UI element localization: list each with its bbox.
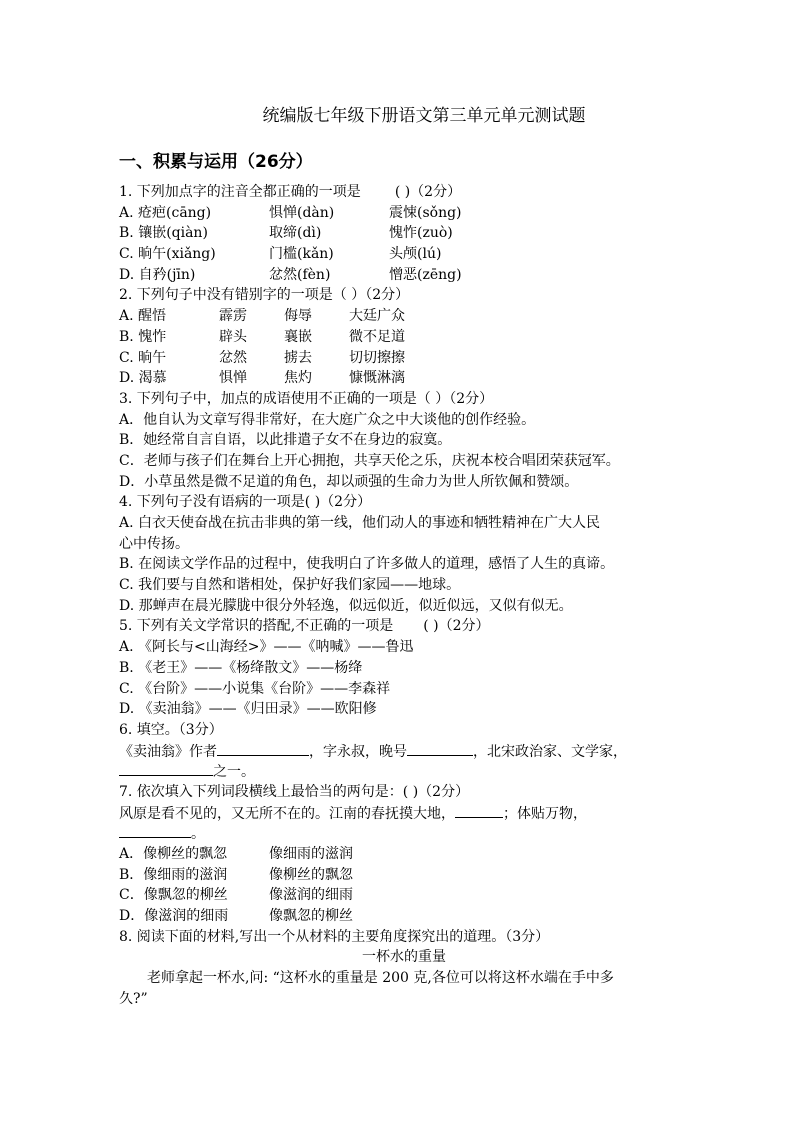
option-text: 头颅(lú) [389, 246, 442, 263]
option-text: 辟头 [219, 328, 247, 345]
question-6-stem: 6. 填空。（3分） [119, 721, 223, 738]
question-3-option: B．她经常自言自语，以此排遣子女不在身边的寂寞。 [119, 432, 452, 449]
option-text: D. 自矜(jīn) [119, 266, 196, 283]
question-1-option [119, 223, 689, 244]
option-text: 微不足道 [349, 328, 405, 345]
section-heading: 一、积累与运用（26分） [119, 152, 313, 172]
question-5-option: B. 《老王》——《杨绛散文》——杨绛 [119, 659, 363, 676]
option-text: D. 渴慕 [119, 370, 167, 387]
question-4-option-continued: 心中传扬。 [119, 535, 189, 552]
passage-paragraph: 老师拿起一杯水,问: “这杯水的重量是 200 克,各位可以将这杯水端在手中多 [147, 970, 614, 987]
question-1-option [119, 244, 689, 265]
answer-blank[interactable] [455, 803, 503, 818]
question-3-option: C．老师与孩子们在舞台上开心拥抱，共享天伦之乐，庆祝本校合唱团荣获冠军。 [119, 452, 620, 469]
option-text: 震悚(sǒng) [389, 204, 462, 221]
option-text: 忿然 [219, 349, 247, 366]
document-page [119, 103, 689, 1010]
fill-text: 之一。 [213, 764, 255, 781]
question-1-option [119, 265, 689, 286]
option-text: 像飘忽的柳丝 [269, 908, 353, 925]
option-text: 掳去 [284, 349, 312, 366]
question-6-fill-line [119, 761, 689, 782]
option-text: A. 疮疤(cāng) [119, 204, 212, 221]
question-7-stem: 7. 依次填入下列词段横线上最恰当的两句是：( )（2分） [119, 783, 470, 800]
option-text: 惧惮 [219, 370, 247, 387]
fill-text: ，字永叔，晚号 [309, 743, 407, 760]
question-4-option: B. 在阅读文学作品的过程中，使我明白了许多做人的道理，感悟了人生的真谛。 [119, 556, 615, 573]
passage-text: 风原是看不见的，又无所不在的。江南的春抚摸大地， [119, 805, 455, 822]
question-8-stem: 8. 阅读下面的材料,写出一个从材料的主要角度探究出的道理。（3分） [119, 928, 550, 945]
option-text: 憎恶(zēng) [389, 266, 462, 283]
answer-blank[interactable] [407, 741, 473, 756]
option-text: 像柳丝的飘忽 [269, 866, 353, 883]
question-2-option [119, 327, 689, 348]
option-text: A. 醒悟 [119, 308, 167, 325]
fill-text: 《卖油翁》作者 [119, 743, 217, 760]
option-text: A．像柳丝的飘忽 [119, 846, 228, 862]
question-5-stem [119, 616, 689, 637]
answer-blank[interactable] [217, 741, 309, 756]
option-text: 像细雨的滋润 [269, 846, 353, 862]
option-text: 忿然(fèn) [269, 266, 331, 283]
answer-blank[interactable] [119, 823, 191, 838]
option-text: 焦灼 [284, 370, 312, 387]
option-text: 取缔(dì) [269, 225, 322, 242]
question-4-option: A. 白衣天使奋战在抗击非典的第一线，他们动人的事迹和牺牲精神在广大人民 [119, 515, 601, 531]
question-5-option: D. 《卖油翁》——《归田录》——欧阳修 [119, 701, 377, 718]
question-1-text: 1. 下列加点字的注音全都正确的一项是 [119, 184, 361, 200]
question-5-text: 5. 下列有关文学常识的搭配,不正确的一项是 [119, 618, 394, 635]
question-2-stem: 2. 下列句子中没有错别字的一项是（ ）（2分） [119, 287, 410, 304]
question-2-option [119, 368, 689, 389]
question-5-option: A. 《阿长与<山海经>》——《呐喊》——鲁迅 [119, 639, 414, 656]
question-7-option [119, 865, 689, 886]
option-text: 霹雳 [219, 308, 247, 325]
option-text: B. 愧怍 [119, 328, 167, 345]
question-4-option: D. 那蝉声在晨光朦胧中很分外轻逸，似远似近，似近似远，又似有似无。 [119, 597, 573, 614]
question-7-option [119, 906, 689, 927]
option-text: 愧怍(zuò) [389, 225, 453, 242]
question-7-option [119, 844, 689, 865]
option-text: B. 镶嵌(qiàn) [119, 225, 208, 242]
question-7-text [119, 823, 689, 844]
question-3-stem: 3. 下列句子中，加点的成语使用不正确的一项是（ ）（2分） [119, 390, 494, 407]
passage-paragraph-continued: 久?” [119, 990, 148, 1007]
passage-text: 。 [191, 826, 205, 843]
question-2-option [119, 348, 689, 369]
passage-text: ；体贴万物， [503, 805, 587, 822]
option-text: C. 晌午(xiǎng) [119, 246, 216, 263]
option-text: 侮辱 [284, 308, 312, 325]
option-text: B．像细雨的滋润 [119, 866, 228, 883]
document-title: 统编版七年级下册语文第三单元单元测试题 [262, 106, 586, 126]
passage-title: 一杯水的重量 [362, 949, 446, 966]
question-5-option: C. 《台阶》——小说集《台阶》——李森祥 [119, 680, 391, 697]
question-1-paren: ( )（2分） [394, 184, 462, 200]
question-7-option [119, 885, 689, 906]
question-1-option [119, 203, 689, 224]
option-text: 慷慨淋漓 [349, 370, 405, 387]
option-text: D．像滋润的细雨 [119, 908, 229, 925]
question-3-option: A．他自认为文章写得非常好，在大庭广众之中大谈他的创作经验。 [119, 411, 536, 428]
question-4-option: C. 我们要与自然和谐相处，保护好我们家园——地球。 [119, 577, 461, 594]
question-7-text [119, 803, 689, 824]
question-2-option [119, 306, 689, 327]
option-text: 像滋润的细雨 [269, 887, 353, 904]
option-text: 门槛(kǎn) [269, 246, 334, 263]
option-text: 大廷广众 [349, 308, 405, 325]
option-text: C．像飘忽的柳丝 [119, 887, 228, 904]
question-3-option: D．小草虽然是微不足道的角色，却以顽强的生命力为世人所钦佩和赞颂。 [119, 473, 579, 490]
option-text: 切切擦擦 [349, 349, 405, 366]
option-text: 惧惮(dàn) [269, 204, 335, 221]
question-1-stem [119, 182, 689, 203]
option-text: 襄嵌 [284, 328, 312, 345]
answer-blank[interactable] [119, 761, 213, 776]
question-4-stem: 4. 下列句子没有语病的一项是( )（2分） [119, 494, 372, 511]
fill-text: ，北宋政治家、文学家， [473, 743, 627, 760]
option-text: C. 晌午 [119, 349, 167, 366]
question-6-fill-line [119, 741, 689, 762]
question-5-paren: ( )（2分） [423, 618, 490, 635]
